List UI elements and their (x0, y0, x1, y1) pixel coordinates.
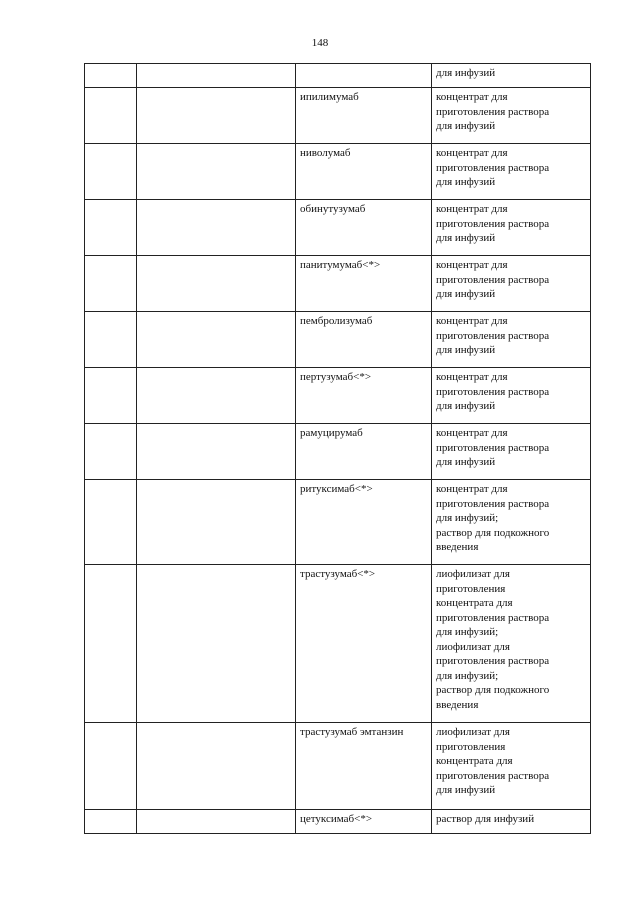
table-row (85, 810, 591, 834)
dosage-form-cell: концентрат для приготовления раствора для инфузий; раствор для подкожного введения (432, 480, 591, 565)
drug-name-cell: цетуксимаб<*> (296, 810, 432, 834)
group-cell (137, 64, 296, 88)
code-cell (85, 88, 137, 144)
dosage-form-cell: раствор для инфузий (432, 810, 591, 834)
code-cell (85, 368, 137, 424)
code-cell (85, 200, 137, 256)
table-row (85, 200, 591, 256)
dosage-form-cell: концентрат для приготовления раствора для инфузий (432, 200, 591, 256)
drug-name-cell (296, 64, 432, 88)
group-cell (137, 200, 296, 256)
table-row (85, 256, 591, 312)
table-row (85, 88, 591, 144)
group-cell (137, 312, 296, 368)
drug-name-cell: ритуксимаб<*> (296, 480, 432, 565)
code-cell (85, 64, 137, 88)
table-row (85, 312, 591, 368)
drug-name-cell: пембролизумаб (296, 312, 432, 368)
drug-name-cell: ипилимумаб (296, 88, 432, 144)
drug-name-cell: обинутузумаб (296, 200, 432, 256)
table-row (85, 480, 591, 565)
drug-name-cell: рамуцирумаб (296, 424, 432, 480)
drug-name-cell: панитумумаб<*> (296, 256, 432, 312)
code-cell (85, 565, 137, 723)
page-number: 148 (311, 37, 329, 49)
table-row (85, 424, 591, 480)
code-cell (85, 424, 137, 480)
group-cell (137, 88, 296, 144)
dosage-form-cell: концентрат для приготовления раствора для инфузий (432, 256, 591, 312)
group-cell (137, 565, 296, 723)
drug-table (84, 63, 591, 834)
group-cell (137, 810, 296, 834)
code-cell (85, 723, 137, 810)
code-cell (85, 144, 137, 200)
table-row (85, 723, 591, 810)
dosage-form-cell: для инфузий (432, 64, 591, 88)
code-cell (85, 810, 137, 834)
dosage-form-cell: концентрат для приготовления раствора для инфузий (432, 368, 591, 424)
table-row (85, 368, 591, 424)
drug-name-cell: пертузумаб<*> (296, 368, 432, 424)
group-cell (137, 424, 296, 480)
group-cell (137, 723, 296, 810)
table-row (85, 64, 591, 88)
dosage-form-cell: концентрат для приготовления раствора для инфузий (432, 144, 591, 200)
group-cell (137, 480, 296, 565)
drug-name-cell: ниволумаб (296, 144, 432, 200)
group-cell (137, 256, 296, 312)
group-cell (137, 368, 296, 424)
dosage-form-cell: лиофилизат для приготовления концентрата для приготовления раствора для инфузий (432, 723, 591, 810)
table-row (85, 144, 591, 200)
dosage-form-cell: концентрат для приготовления раствора для инфузий (432, 312, 591, 368)
drug-name-cell: трастузумаб эмтанзин (296, 723, 432, 810)
code-cell (85, 480, 137, 565)
table-row (85, 565, 591, 723)
group-cell (137, 144, 296, 200)
dosage-form-cell: концентрат для приготовления раствора для инфузий (432, 88, 591, 144)
dosage-form-cell: концентрат для приготовления раствора для инфузий (432, 424, 591, 480)
code-cell (85, 312, 137, 368)
dosage-form-cell: лиофилизат для приготовления концентрата для приготовления раствора для инфузий; лиофилизат для приготовления раствора для инфузий; раствор для подкожного введения (432, 565, 591, 723)
drug-name-cell: трастузумаб<*> (296, 565, 432, 723)
code-cell (85, 256, 137, 312)
